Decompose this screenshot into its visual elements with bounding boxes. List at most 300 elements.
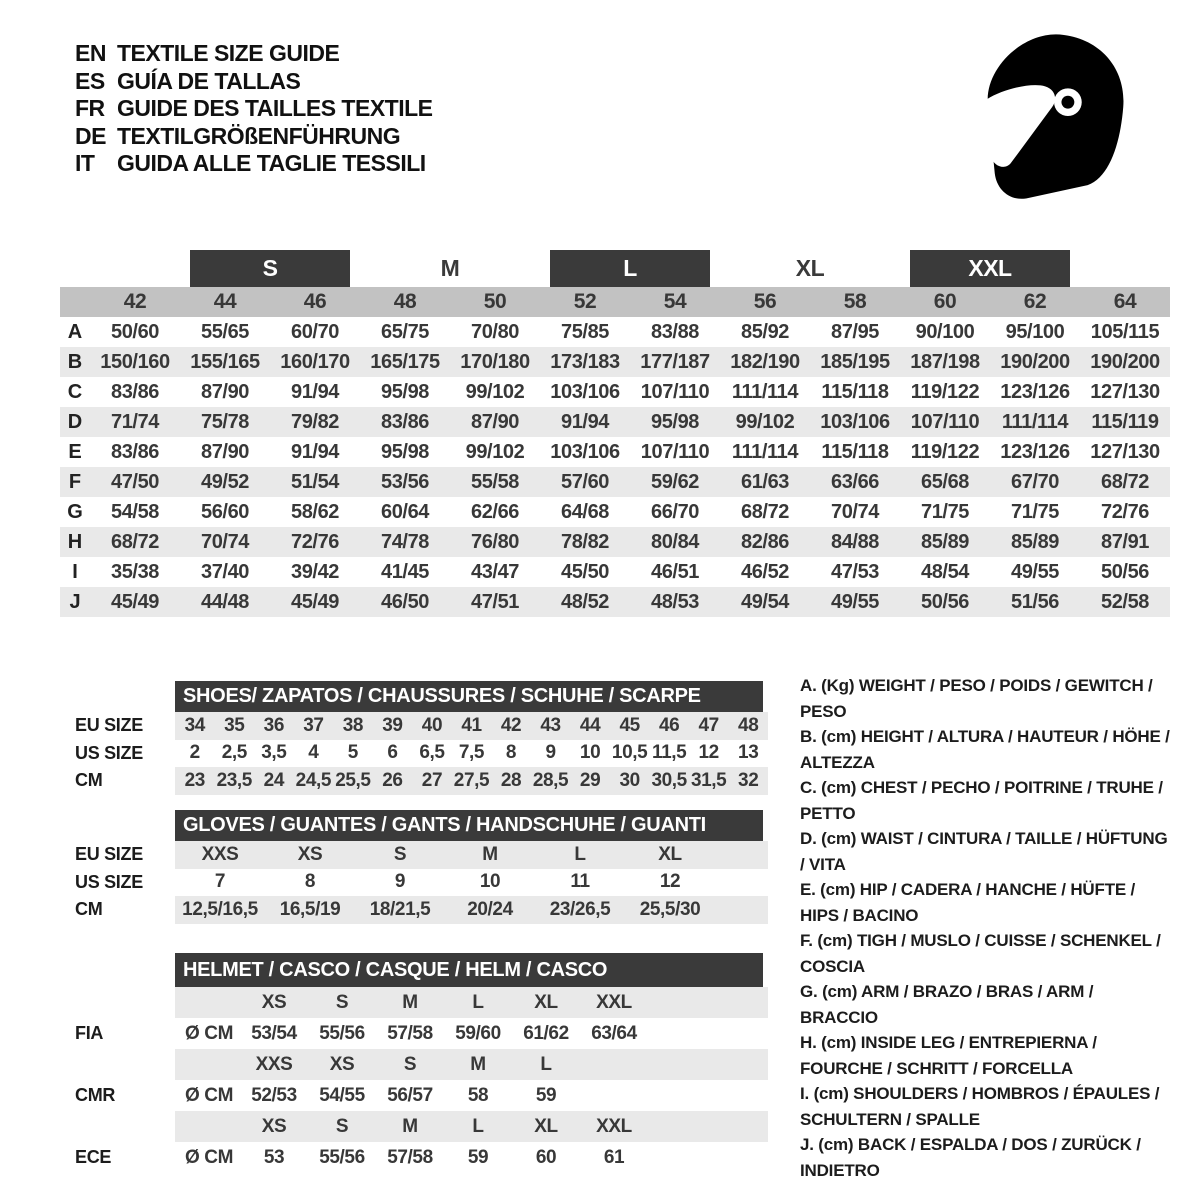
size-group-l: L <box>550 250 710 287</box>
value-cell: 28 <box>500 769 522 791</box>
value-cell: 50/56 <box>920 590 970 613</box>
value-cell: 76/80 <box>470 530 520 553</box>
value-cell: 75/85 <box>560 320 610 343</box>
value-cell: 53/56 <box>380 470 430 493</box>
value-cell: 10 <box>479 871 501 893</box>
value-cell: 72/76 <box>1100 500 1150 523</box>
value-cell: XXS <box>201 843 239 865</box>
value-cell: 67/70 <box>1010 470 1060 493</box>
value-cell: 115/119 <box>1091 410 1159 433</box>
helmet-row <box>60 1142 770 1173</box>
value-cell: 83/88 <box>650 320 700 343</box>
helmet-title-bar: HELMET / CASCO / CASQUE / HELM / CASCO <box>175 953 763 987</box>
value-cell: 182/190 <box>730 350 800 373</box>
row-values <box>175 987 768 1018</box>
value-cell: 83/86 <box>110 380 160 403</box>
value-cell: 75/78 <box>200 410 250 433</box>
value-cell: 30,5 <box>651 769 687 791</box>
value-cell: XXS <box>255 1053 293 1075</box>
value-cell: 25,5 <box>335 769 371 791</box>
row-label: CM <box>75 770 103 791</box>
value-cell: 49/52 <box>200 470 250 493</box>
value-cell: XXL <box>596 1115 632 1137</box>
value-cell: 45/49 <box>110 590 160 613</box>
value-cell: XL <box>534 991 558 1013</box>
value-cell: 70/74 <box>200 530 250 553</box>
value-cell: 173/183 <box>550 350 620 373</box>
legend-item: E. (cm) HIP / CADERA / HANCHE / HÜFTE / HIPS / BACINO <box>800 880 1136 925</box>
value-cell: 87/90 <box>200 380 250 403</box>
value-cell: 34 <box>184 714 205 736</box>
language-code: ES <box>75 67 105 94</box>
value-cell: 12 <box>659 871 681 893</box>
value-cell: 12 <box>698 742 719 764</box>
size-cell: 58 <box>843 290 867 313</box>
gloves-row <box>60 896 770 924</box>
row-letter: A <box>67 320 83 343</box>
numeric-sizes-band <box>60 287 1170 317</box>
value-cell: 32 <box>738 769 759 791</box>
value-cell: 24,5 <box>295 769 332 791</box>
value-cell: 84/88 <box>830 530 880 553</box>
value-cell: 48 <box>738 714 759 736</box>
value-cell: 49/55 <box>830 590 880 613</box>
value-cell: M <box>470 1053 486 1075</box>
row-values <box>175 896 768 924</box>
value-cell: 37/40 <box>200 560 250 583</box>
value-cell: 51/56 <box>1010 590 1060 613</box>
helmet-row <box>60 1018 770 1049</box>
row-values <box>175 869 768 897</box>
value-cell: 3,5 <box>261 742 287 764</box>
value-cell: 47/50 <box>110 470 160 493</box>
value-cell: 99/102 <box>465 440 525 463</box>
value-cell: 23/26,5 <box>549 898 611 920</box>
value-cell: L <box>472 991 484 1013</box>
value-cell: XL <box>658 843 682 865</box>
language-title: GUIDA ALLE TAGLIE TESSILI <box>117 150 426 177</box>
language-title: TEXTILGRÖßENFÜHRUNG <box>117 122 401 149</box>
legend-item: F. (cm) TIGH / MUSLO / CUISSE / SCHENKEL / COSCIA <box>800 931 1161 976</box>
value-cell: 47 <box>698 714 719 736</box>
value-cell: 61/63 <box>740 470 790 493</box>
value-cell: 42 <box>500 714 522 736</box>
value-cell: 119/122 <box>910 380 980 403</box>
size-group-header-row <box>60 250 1170 287</box>
sizes-band-spacer <box>60 287 90 317</box>
value-cell: 2,5 <box>221 742 247 764</box>
helmet-row <box>60 1080 770 1111</box>
value-cell: 160/170 <box>280 350 350 373</box>
value-cell: 39 <box>382 714 403 736</box>
value-cell: 9 <box>545 742 556 764</box>
value-cell: 2 <box>189 742 200 764</box>
value-cell: 28,5 <box>532 769 569 791</box>
value-cell: 46/50 <box>380 590 430 613</box>
value-cell: S <box>403 1053 417 1075</box>
row-letter: B <box>67 350 83 373</box>
value-cell: 60/64 <box>380 500 430 523</box>
value-cell: 41/45 <box>380 560 430 583</box>
value-cell: 45/49 <box>290 590 340 613</box>
value-cell: L <box>472 1115 484 1137</box>
value-cell: 79/82 <box>290 410 340 433</box>
value-cell: 123/126 <box>1000 440 1070 463</box>
value-cell: 61/62 <box>523 1022 569 1044</box>
shoes-rows <box>60 712 770 795</box>
helmet-row <box>60 1111 770 1142</box>
value-cell: 72/76 <box>290 530 340 553</box>
value-cell: 7,5 <box>458 742 485 764</box>
value-cell: 58/62 <box>290 500 340 523</box>
size-group-m: M <box>440 255 460 281</box>
diameter-prefix: Ø CM <box>185 1146 234 1168</box>
value-cell: 26 <box>382 769 403 791</box>
language-code: EN <box>75 40 106 67</box>
value-cell: 5 <box>347 742 358 764</box>
value-cell: 13 <box>738 742 759 764</box>
value-cell: 12,5/16,5 <box>182 898 258 920</box>
measurement-row <box>60 437 1170 467</box>
value-cell: 59 <box>535 1084 557 1106</box>
gloves-row <box>60 841 770 869</box>
value-cell: 37 <box>303 714 324 736</box>
value-cell: 107/110 <box>640 380 710 403</box>
value-cell: M <box>482 843 498 865</box>
value-cell: 82/86 <box>740 530 790 553</box>
size-cell: 62 <box>1023 290 1047 313</box>
value-cell: 57/60 <box>560 470 610 493</box>
row-values <box>175 1111 768 1142</box>
value-cell: 46/52 <box>740 560 790 583</box>
measurement-row <box>60 467 1170 497</box>
value-cell: 155/165 <box>190 350 260 373</box>
value-cell: L <box>540 1053 552 1075</box>
value-cell: 50/56 <box>1100 560 1150 583</box>
measurement-row <box>60 317 1170 347</box>
value-cell: 63/66 <box>830 470 880 493</box>
legend-item: B. (cm) HEIGHT / ALTURA / HAUTEUR / HÖHE / ALTEZZA <box>800 727 1170 772</box>
helmet-row <box>60 1049 770 1080</box>
value-cell: 6,5 <box>419 742 445 764</box>
value-cell: 27 <box>421 769 443 791</box>
value-cell: 55/56 <box>319 1146 365 1168</box>
value-cell: 50/60 <box>110 320 160 343</box>
language-code: FR <box>75 95 105 122</box>
shoes-row <box>60 767 770 795</box>
value-cell: 107/110 <box>640 440 710 463</box>
row-label: EU SIZE <box>75 844 143 865</box>
value-cell: 59 <box>467 1146 489 1168</box>
row-letter: I <box>72 560 78 583</box>
value-cell: XS <box>297 843 323 865</box>
value-cell: 53 <box>263 1146 285 1168</box>
value-cell: 63/64 <box>591 1022 637 1044</box>
value-cell: 95/98 <box>650 410 700 433</box>
value-cell: 48/54 <box>920 560 970 583</box>
value-cell: 71/75 <box>920 500 970 523</box>
row-values <box>175 740 768 768</box>
value-cell: 83/86 <box>380 410 430 433</box>
value-cell: 9 <box>394 871 406 893</box>
row-letter: E <box>68 440 82 463</box>
row-values <box>175 1142 768 1173</box>
value-cell: 38 <box>342 714 364 736</box>
value-cell: 44/48 <box>200 590 250 613</box>
value-cell: 52/53 <box>251 1084 297 1106</box>
row-letter: H <box>67 530 83 553</box>
row-values <box>175 1049 768 1080</box>
measurement-row <box>60 557 1170 587</box>
value-cell: 103/106 <box>550 380 620 403</box>
row-label: ECE <box>75 1147 112 1167</box>
row-letter: C <box>67 380 83 403</box>
value-cell: 55/58 <box>470 470 520 493</box>
language-row <box>75 150 433 178</box>
value-cell: XL <box>534 1115 558 1137</box>
gloves-rows <box>60 841 770 924</box>
row-letter: D <box>67 410 83 433</box>
value-cell: 8 <box>505 742 517 764</box>
value-cell: 99/102 <box>465 380 525 403</box>
measurement-row <box>60 407 1170 437</box>
value-cell: 60/70 <box>290 320 340 343</box>
value-cell: 46/51 <box>650 560 700 583</box>
size-group-xl: XL <box>795 255 825 281</box>
value-cell: 47/51 <box>470 590 520 613</box>
value-cell: 49/54 <box>740 590 790 613</box>
value-cell: 53/54 <box>251 1022 297 1044</box>
value-cell: 190/200 <box>1000 350 1070 373</box>
value-cell: 70/74 <box>830 500 880 523</box>
value-cell: 48/52 <box>560 590 610 613</box>
value-cell: 95/98 <box>380 380 430 403</box>
value-cell: S <box>335 991 349 1013</box>
value-cell: 41 <box>461 714 482 736</box>
value-cell: 91/94 <box>290 380 340 403</box>
value-cell: 52/58 <box>1100 590 1150 613</box>
value-cell: 70/80 <box>470 320 520 343</box>
value-cell: 115/118 <box>821 380 889 403</box>
size-group-s: S <box>190 250 350 287</box>
value-cell: 187/198 <box>910 350 980 373</box>
value-cell: S <box>393 843 407 865</box>
value-cell: 31,5 <box>690 769 727 791</box>
value-cell: 111/114 <box>731 380 799 403</box>
value-cell: 170/180 <box>460 350 530 373</box>
value-cell: 91/94 <box>290 440 340 463</box>
value-cell: M <box>402 1115 418 1137</box>
value-cell: 20/24 <box>467 898 513 920</box>
value-cell: 68/72 <box>1100 470 1150 493</box>
language-row <box>75 123 433 151</box>
language-code: IT <box>75 150 95 177</box>
value-cell: 91/94 <box>560 410 610 433</box>
value-cell: 165/175 <box>370 350 440 373</box>
legend-item: D. (cm) WAIST / CINTURA / TAILLE / HÜFTUNG / VITA <box>800 829 1168 874</box>
shoes-row <box>60 712 770 740</box>
value-cell: 45 <box>619 714 640 736</box>
size-cell: 50 <box>483 290 507 313</box>
value-cell: 87/91 <box>1100 530 1150 553</box>
language-title: GUÍA DE TALLAS <box>117 67 301 94</box>
value-cell: L <box>574 843 586 865</box>
shoes-row <box>60 740 770 768</box>
row-label: EU SIZE <box>75 715 143 736</box>
value-cell: 46 <box>658 714 680 736</box>
gloves-title-bar: GLOVES / GUANTES / GANTS / HANDSCHUHE / GUANTI <box>175 810 763 841</box>
value-cell: 65/68 <box>920 470 970 493</box>
measurement-rows <box>60 317 1170 617</box>
value-cell: 71/75 <box>1010 500 1060 523</box>
helmet-row <box>60 987 770 1018</box>
value-cell: 35/38 <box>110 560 160 583</box>
measurement-row <box>60 347 1170 377</box>
value-cell: 25,5/30 <box>639 898 701 920</box>
value-cell: 95/100 <box>1005 320 1065 343</box>
value-cell: 35 <box>224 714 245 736</box>
value-cell: 48/53 <box>650 590 700 613</box>
legend-item: G. (cm) ARM / BRAZO / BRAS / ARM / BRACCIO <box>800 982 1094 1027</box>
legend-item: J. (cm) BACK / ESPALDA / DOS / ZURÜCK / INDIETRO <box>800 1135 1141 1180</box>
value-cell: 59/60 <box>455 1022 501 1044</box>
legend-item: H. (cm) INSIDE LEG / ENTREPIERNA / FOURCHE / SCHRITT / FORCELLA <box>800 1033 1097 1078</box>
size-cell: 60 <box>933 290 957 313</box>
size-cell: 48 <box>393 290 417 313</box>
language-title: TEXTILE SIZE GUIDE <box>117 40 340 67</box>
row-label: CMR <box>75 1085 116 1105</box>
language-header <box>75 40 433 178</box>
gloves-table <box>60 810 770 924</box>
value-cell: 65/75 <box>380 320 430 343</box>
value-cell: 10,5 <box>611 742 648 764</box>
value-cell: 185/195 <box>820 350 890 373</box>
value-cell: 85/89 <box>920 530 970 553</box>
row-values <box>175 712 768 740</box>
language-row <box>75 40 433 68</box>
value-cell: 103/106 <box>550 440 620 463</box>
value-cell: 47/53 <box>830 560 880 583</box>
value-cell: 105/115 <box>1090 320 1160 343</box>
value-cell: 18/21,5 <box>369 898 431 920</box>
row-values <box>175 1080 768 1111</box>
row-letter: F <box>68 470 82 493</box>
value-cell: 87/95 <box>830 320 880 343</box>
shoes-title-bar: SHOES/ ZAPATOS / CHAUSSURES / SCHUHE / SCARPE <box>175 681 763 712</box>
value-cell: XS <box>329 1053 355 1075</box>
language-title: GUIDE DES TAILLES TEXTILE <box>117 95 433 122</box>
value-cell: 6 <box>387 742 398 764</box>
value-cell: 29 <box>579 769 601 791</box>
value-cell: 127/130 <box>1090 380 1160 403</box>
value-cell: 74/78 <box>380 530 430 553</box>
value-cell: 64/68 <box>560 500 610 523</box>
size-cell: 44 <box>213 290 237 313</box>
value-cell: 44 <box>579 714 601 736</box>
value-cell: 150/160 <box>100 350 170 373</box>
value-cell: 57/58 <box>387 1146 433 1168</box>
helmet-rows <box>60 987 770 1173</box>
legend-item: I. (cm) SHOULDERS / HOMBROS / ÉPAULES / SCHULTERN / SPALLE <box>800 1084 1160 1129</box>
value-cell: 99/102 <box>735 410 795 433</box>
value-cell: 30 <box>619 769 640 791</box>
gloves-row <box>60 869 770 897</box>
value-cell: 103/106 <box>820 410 890 433</box>
size-cell: 52 <box>573 290 597 313</box>
value-cell: 36 <box>263 714 284 736</box>
value-cell: 71/74 <box>110 410 160 433</box>
diameter-prefix: Ø CM <box>185 1022 234 1044</box>
value-cell: 39/42 <box>290 560 340 583</box>
size-cell: 64 <box>1113 290 1137 313</box>
value-cell: 56/57 <box>387 1084 433 1106</box>
legend-item: C. (cm) CHEST / PECHO / POITRINE / TRUHE / PETTO <box>800 778 1163 823</box>
value-cell: 190/200 <box>1090 350 1160 373</box>
value-cell: 111/114 <box>1001 410 1069 433</box>
row-letter: G <box>67 500 83 523</box>
legend-item: A. (Kg) WEIGHT / PESO / POIDS / GEWITCH / PESO <box>800 676 1153 721</box>
value-cell: 54/58 <box>110 500 160 523</box>
value-cell: 127/130 <box>1090 440 1160 463</box>
value-cell: 177/187 <box>640 350 710 373</box>
value-cell: 45/50 <box>560 560 610 583</box>
size-cell: 56 <box>753 290 777 313</box>
value-cell: 43/47 <box>470 560 520 583</box>
measurement-row <box>60 497 1170 527</box>
textile-size-table <box>60 250 1170 617</box>
value-cell: 16,5/19 <box>279 898 341 920</box>
measurement-row <box>60 377 1170 407</box>
row-letter: J <box>69 590 81 613</box>
value-cell: XXL <box>596 991 632 1013</box>
value-cell: 23 <box>184 769 205 791</box>
value-cell: 123/126 <box>1000 380 1070 403</box>
size-cell: 54 <box>663 290 687 313</box>
measurement-legend <box>800 673 1172 1183</box>
value-cell: XS <box>261 991 287 1013</box>
value-cell: 57/58 <box>387 1022 433 1044</box>
value-cell: 24 <box>263 769 284 791</box>
value-cell: 51/54 <box>290 470 340 493</box>
value-cell: 58 <box>467 1084 489 1106</box>
value-cell: 115/118 <box>821 440 889 463</box>
value-cell: 111/114 <box>731 440 799 463</box>
value-cell: 87/90 <box>200 440 250 463</box>
value-cell: 78/82 <box>560 530 610 553</box>
value-cell: 11 <box>570 871 590 893</box>
shoes-table <box>60 681 770 795</box>
measurement-row <box>60 527 1170 557</box>
value-cell: 43 <box>540 714 561 736</box>
value-cell: S <box>335 1115 349 1137</box>
value-cell: 55/56 <box>319 1022 365 1044</box>
value-cell: 61 <box>603 1146 625 1168</box>
measurement-row <box>60 587 1170 617</box>
value-cell: 49/55 <box>1010 560 1060 583</box>
helmet-icon <box>980 32 1138 200</box>
language-row <box>75 95 433 123</box>
row-values <box>175 767 768 795</box>
row-label: FIA <box>75 1023 104 1043</box>
value-cell: XS <box>261 1115 287 1137</box>
value-cell: 11,5 <box>651 742 687 764</box>
value-cell: 85/89 <box>1010 530 1060 553</box>
diameter-prefix: Ø CM <box>185 1084 234 1106</box>
value-cell: 40 <box>421 714 443 736</box>
value-cell: 119/122 <box>910 440 980 463</box>
value-cell: 83/86 <box>110 440 160 463</box>
row-values <box>175 1018 768 1049</box>
